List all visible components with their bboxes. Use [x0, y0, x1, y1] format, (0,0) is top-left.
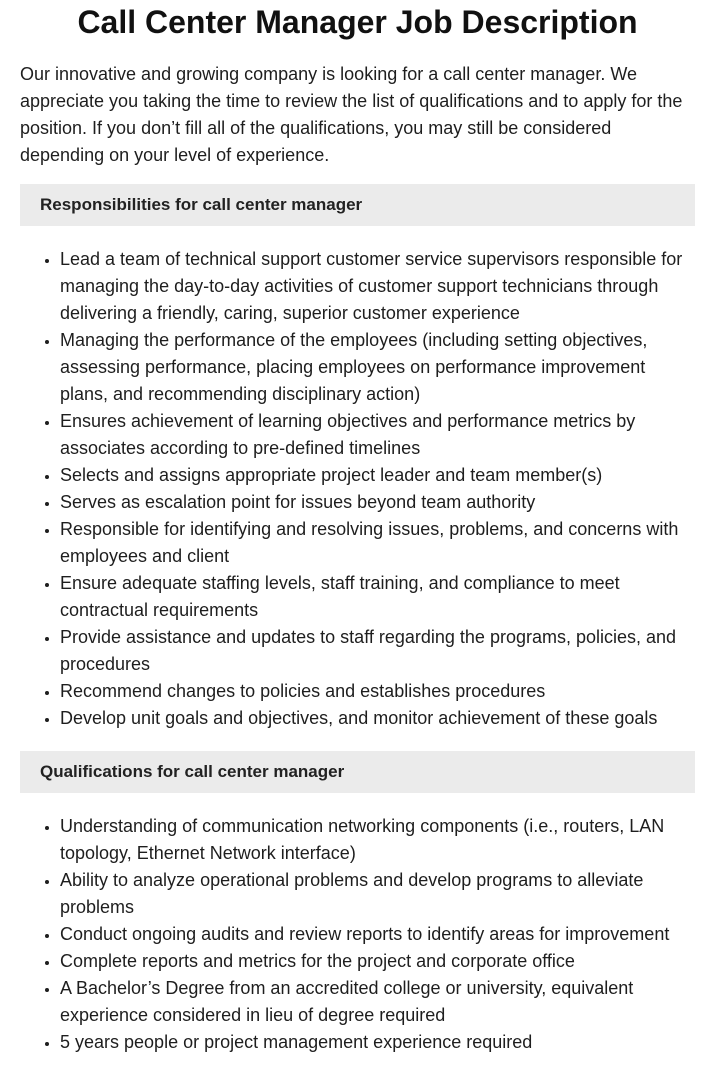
list-item: • Develop unit goals and objectives, and monitor achievement of these goals	[60, 705, 695, 732]
responsibilities-list	[20, 246, 695, 732]
list-item: • Lead a team of technical support customer service supervisors responsible for managing the day-to-day activities of customer support technicians through delivering a friendly, caring, superior customer experience	[60, 246, 695, 327]
list-item: • Understanding of communication networking components (i.e., routers, LAN topology, Ethernet Network interface)	[60, 813, 695, 867]
responsibilities-heading: Responsibilities for call center manager	[20, 184, 695, 226]
list-item: • Managing the performance of the employees (including setting objectives, assessing performance, placing employees on performance improvement plans, and recommending disciplinary action)	[60, 327, 695, 408]
list-item: • Ensure adequate staffing levels, staff training, and compliance to meet contractual requirements	[60, 570, 695, 624]
list-item: • Responsible for identifying and resolving issues, problems, and concerns with employees and client	[60, 516, 695, 570]
list-item: • Selects and assigns appropriate project leader and team member(s)	[60, 462, 695, 489]
list-item: • Ensures achievement of learning objectives and performance metrics by associates according to pre-defined timelines	[60, 408, 695, 462]
list-item: • Ability to analyze operational problems and develop programs to alleviate problems	[60, 867, 695, 921]
list-item: • Recommend changes to policies and establishes procedures	[60, 678, 695, 705]
list-item: • 5 years people or project management experience required	[60, 1029, 695, 1056]
list-item: • Complete reports and metrics for the project and corporate office	[60, 948, 695, 975]
list-item: • Conduct ongoing audits and review reports to identify areas for improvement	[60, 921, 695, 948]
list-item: • Serves as escalation point for issues beyond team authority	[60, 489, 695, 516]
intro-paragraph: Our innovative and growing company is looking for a call center manager. We appreciate you taking the time to review the list of qualifications and to apply for the position. If you don’t fill all of the qualifications, you may still be considered depending on your level of experience.	[20, 64, 683, 165]
list-item: • Provide assistance and updates to staff regarding the programs, policies, and procedures	[60, 624, 695, 678]
page-title: Call Center Manager Job Description	[77, 4, 638, 40]
list-item: • A Bachelor’s Degree from an accredited college or university, equivalent experience considered in lieu of degree required	[60, 975, 695, 1029]
qualifications-heading: Qualifications for call center manager	[20, 751, 695, 793]
qualifications-list	[20, 813, 695, 1056]
